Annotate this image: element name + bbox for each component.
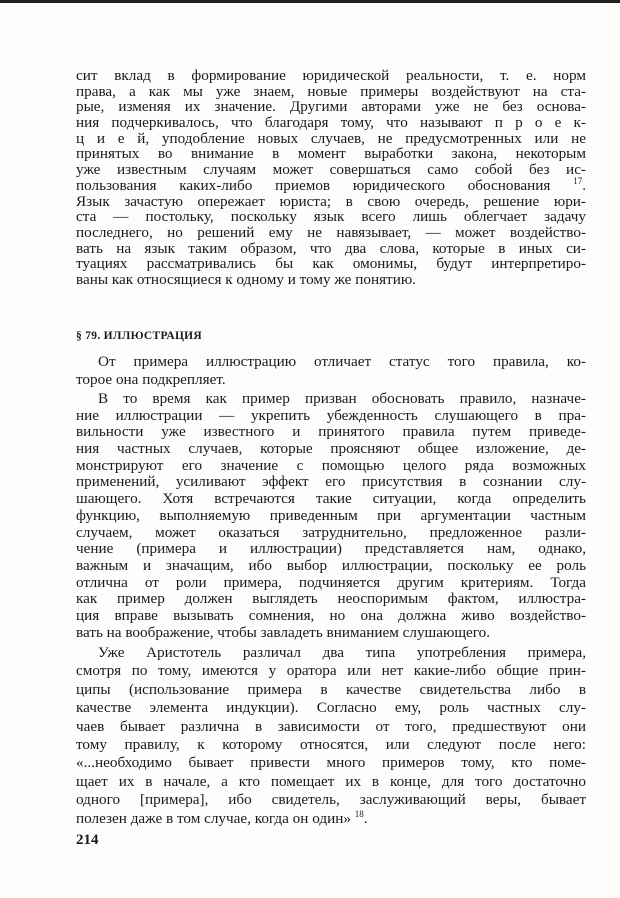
line-text: случаем, может оказаться затруднительно, предложенное разли- [76,523,586,541]
text-line [76,162,586,178]
text-line [76,508,586,525]
line-text: ста — постольку, поскольку язык всего лишь облегчает задачу [76,208,586,226]
line-text: рые, изменяя их значение. Другими авторами уже не без основа- [76,98,586,116]
text-line [76,68,586,84]
line-text: «...необходимо бывает привести много примеров тому, кто поме- [76,754,586,772]
text-line [76,256,586,272]
line-text: как пример должен выглядеть неоспоримым фактом, иллюстра- [76,590,586,608]
line-text: вильности уже известного и принятого правила путем приведе- [76,423,586,441]
line-text: одного [примера], ибо свидетель, заслуживающий веры, бывает [76,791,586,809]
line-text: тому правилу, к которому относятся, или следуют после него: [76,735,586,753]
line-text: чение (примера и иллюстрации) представляется нам, однако, [76,540,586,558]
line-text: отлична от роли примера, подчиняется другим критериям. Тогда [76,573,586,591]
line-text: От примера иллюстрацию отличает статус того правила, ко- [98,353,586,370]
line-text: ц и е й, уподобление новых случаев, не предусмотренных или не [76,129,586,147]
line-text: применений, усиливают эффект его присутствия в сознании слу- [76,473,586,491]
text-line [76,644,586,662]
line-text: последнего, но решений ему не навязывает, — может воздейство- [76,223,586,241]
line-text: принятых во внимание в момент выработки закона, некоторым [76,145,586,163]
line-text: вать на язык таким образом, что два слова, которые в иных си- [76,239,586,257]
text-line [76,791,586,809]
text-line [76,424,586,441]
line-text: шающего. Хотя встречаются такие ситуации, когда определить [76,490,586,508]
text-line [76,371,586,389]
text-line [76,146,586,162]
text-line [76,175,586,194]
text-line [76,131,586,147]
line-text: важным и значащим, ибо выбор иллюстрации, поскольку ее роль [76,556,586,574]
text-line [76,474,586,491]
text-line [76,541,586,558]
text-line [76,353,586,371]
text-line [76,718,586,736]
paragraph-1 [76,68,586,288]
footnote-marker: 18 [354,808,364,819]
text-line [76,441,586,458]
paragraph-2 [76,353,586,390]
text-line [76,773,586,791]
text-line [76,84,586,100]
line-text: Уже Аристотель различал два типа употребления примера, [98,644,586,661]
text-line [76,99,586,115]
text-line [76,458,586,475]
paragraph-3 [76,391,586,641]
line-text: права, а как мы уже знаем, новые примеры воздействуют на ста- [76,82,586,100]
footnote-marker: 17 [573,175,583,186]
page-number: 214 [76,832,99,848]
text-line [76,558,586,575]
text-line [76,754,586,772]
scan-edge [0,0,620,3]
text-line [76,491,586,508]
text-line [76,736,586,754]
line-text: ния подчеркивалось, что благодаря тому, что называют п р о е к- [76,114,586,132]
line-text: функцию, выполняемую приведенным при аргументации частным [76,506,586,524]
line-text: ципы (использование примера в качестве свидетельства либо в [76,680,586,698]
line-text: Язык зачастую опережает юриста; в свою очередь, решение юри- [76,192,586,210]
text-line [76,608,586,625]
line-text: качестве элемента индукции). Согласно ему, роль частных слу- [76,699,586,717]
line-text: смотря по тому, имеются у оратора или нет какие-либо общие прин- [76,662,586,680]
section-heading: § 79. ИЛЛЮСТРАЦИЯ [76,330,203,342]
paragraph-4 [76,644,586,828]
line-text: ваны как относящиеся к одному и тому же понятию. [76,270,416,288]
punctuation: . [582,176,586,194]
text-line [76,194,586,210]
line-text: ния частных случаев, которые проясняют общее изложение, де- [76,440,586,458]
text-line [76,209,586,225]
text-line [76,391,586,408]
text-line [76,591,586,608]
text-line [76,408,586,425]
text-line [76,241,586,257]
line-text: В то время как пример призван обосновать правило, назначе- [98,390,586,407]
text-line [76,810,586,828]
line-text: монстрируют его значение с помощью целого ряда возможных [76,456,586,474]
text-line [76,625,586,642]
line-text: вать на воображение, чтобы завладеть вниманием слушающего. [76,623,490,641]
text-line [76,115,586,131]
text-line [76,225,586,241]
text-line [76,662,586,680]
text-line [76,575,586,592]
line-text: ция вправе вызывать сомнения, но она должна живо воздейство- [76,606,586,624]
line-text: полезен даже в том случае, когда он один» [76,809,351,827]
text-line [76,525,586,542]
text-line [76,681,586,699]
line-text: уже известным случаям может совершаться само собой без ис- [76,161,586,179]
line-text: туациях рассматривались бы как омонимы, будут интерпретиро- [76,255,586,273]
line-text: чаев бывает различна в зависимости от того, предшествуют они [76,717,586,735]
line-text: ние иллюстрации — укрепить убежденность слушающего в пра- [76,406,586,424]
punctuation: . [363,809,368,827]
line-text: торое она подкрепляет. [76,371,226,389]
line-text: щает их в начале, а кто помещает их в конце, для того достаточно [76,772,586,790]
text-line [76,699,586,717]
text-line [76,272,586,288]
line-text: пользования каких-либо приемов юридического обоснования [76,176,551,194]
line-text: сит вклад в формирование юридической реальности, т. е. норм [76,67,586,84]
